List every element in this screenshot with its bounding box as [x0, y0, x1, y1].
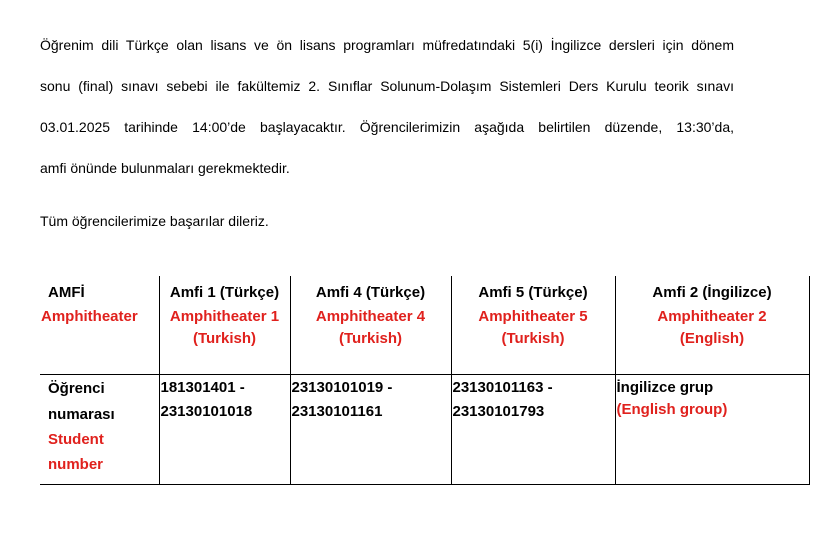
header-amfi-1-en: Amphitheater 1 [169, 308, 280, 325]
header-amfi-5-tr: Amfi 5 (Türkçe) [478, 284, 588, 301]
header-label-tr: AMFİ [48, 284, 85, 301]
student-range-amfi-4 [290, 374, 451, 484]
announcement-line-2: sonu (final) sınavı sebebi ile fakültemiz 2. Sınıflar Solunum-Dolaşım Sistemleri Ders Kurulu teorik sınavı [40, 78, 734, 94]
student-range-amfi-1 [159, 374, 290, 484]
range-amfi-4-start: 23130101019 - [291, 378, 393, 396]
table-header-row [40, 276, 809, 374]
announcement-line-1: Öğrenim dili Türkçe olan lisans ve ön lisans programları müfredatındaki 5(i) İngilizce dersleri için dönem [40, 37, 734, 53]
header-cell-amfi-2 [615, 276, 809, 374]
header-amfi-1-tr: Amfi 1 (Türkçe) [169, 284, 280, 301]
student-range-amfi-2 [615, 374, 809, 484]
announcement-line-4: amfi önünde bulunmaları gerekmektedir. [40, 160, 290, 176]
header-amfi-5-lang: (Turkish) [501, 330, 565, 347]
header-amfi-4-en: Amphitheater 4 [315, 308, 426, 325]
header-cell-amfi-1 [159, 276, 290, 374]
header-amfi-2-tr: Amfi 2 (İngilizce) [652, 284, 772, 301]
header-amfi-4-lang: (Turkish) [338, 330, 403, 347]
amphitheater-table [40, 276, 810, 485]
announcement-line-3: 03.01.2025 tarihinde 14:00’de başlayacaktır. Öğrencilerimizin aşağıda belirtilen düzende, 13:30’da, [40, 119, 734, 135]
row-label-cell [40, 374, 159, 484]
table-row [40, 374, 809, 484]
header-amfi-2-lang: (English) [679, 330, 745, 347]
header-cell-amfi-4 [290, 276, 451, 374]
closing-sentence: Tüm öğrencilerimize başarılar dileriz. [40, 213, 269, 229]
range-amfi-1-start: 181301401 - [160, 378, 245, 396]
row-label-tr-1: Öğrenci [48, 379, 105, 397]
student-range-amfi-5 [451, 374, 615, 484]
row-label-en-1: Student [48, 430, 104, 448]
header-amfi-4-tr: Amfi 4 (Türkçe) [315, 284, 426, 301]
header-cell-amfi-5 [451, 276, 615, 374]
header-amfi-5-en: Amphitheater 5 [478, 308, 588, 325]
row-label-tr-2: numarası [48, 405, 115, 423]
range-amfi-4-end: 23130101161 [291, 402, 383, 420]
header-label-cell [40, 276, 159, 374]
range-amfi-1-end: 23130101018 [160, 402, 253, 420]
english-group-tr: İngilizce grup [616, 378, 714, 396]
header-label-en: Amphitheater [41, 308, 138, 325]
english-group-en: (English group) [616, 400, 728, 418]
header-amfi-1-lang: (Turkish) [192, 330, 257, 347]
range-amfi-5-start: 23130101163 - [452, 378, 553, 396]
row-label-en-2: number [48, 455, 104, 473]
range-amfi-5-end: 23130101793 [452, 402, 545, 420]
header-amfi-2-en: Amphitheater 2 [657, 308, 767, 325]
